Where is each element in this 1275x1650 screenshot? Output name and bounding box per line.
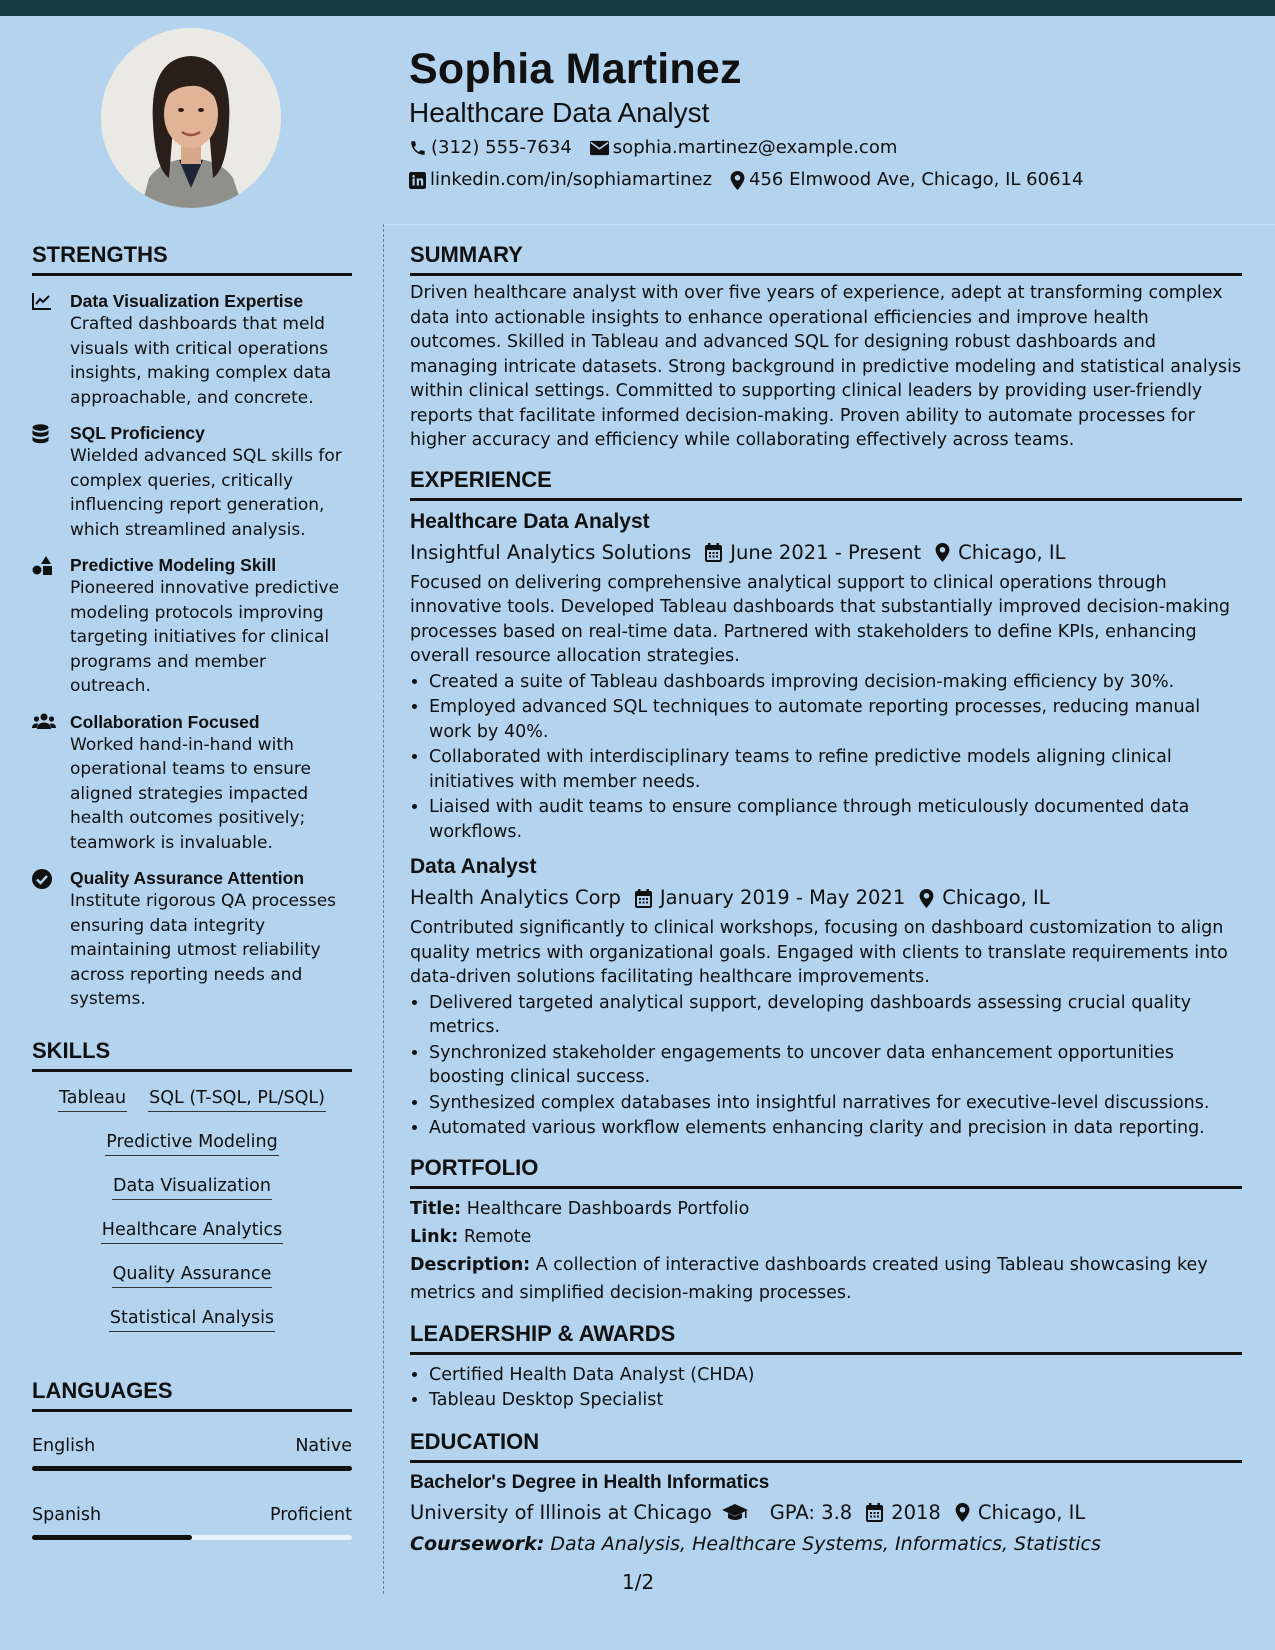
strength-title: Data Visualization Expertise [70, 291, 304, 311]
languages-heading: LANGUAGES [32, 1376, 352, 1412]
job-description: Focused on delivering comprehensive analytical support to clinical operations through innovative tools. Developed Tableau dashboards that substantially improved decision-making processes based on real-time data. Partnered with stakeholders to define KPIs, enhancing overall resource allocation strategies. [410, 572, 1231, 666]
portfolio-link-label: Link: [410, 1226, 459, 1247]
job-description: Contributed significantly to clinical workshops, focusing on dashboard customization to align quality metrics with organizational goals. Engaged with clients to translate requirements into data-driven solutions facilitating healthcare improvements. [410, 918, 1228, 987]
gpa: GPA: 3.8 [769, 1500, 853, 1524]
skill-tag: SQL (T-SQL, PL/SQL) [148, 1086, 326, 1112]
strength-title: Quality Assurance Attention [70, 868, 305, 888]
strength-item [32, 554, 352, 699]
chart-line-icon [32, 292, 52, 310]
job-bullet: • Liaised with audit teams to ensure compliance through meticulously documented data workflows. [429, 795, 1242, 844]
award-item: • Tableau Desktop Specialist [429, 1388, 1242, 1413]
map-pin-icon [919, 889, 934, 908]
school-location [955, 1497, 1085, 1529]
strength-desc: Pioneered innovative predictive modeling protocols improving targeting initiatives for clinical programs and member outreach. [70, 578, 340, 696]
job-company: Health Analytics Corp [410, 886, 621, 909]
shapes-icon [32, 556, 53, 576]
contact-row-1 [409, 132, 1249, 164]
job-meta [410, 537, 1242, 569]
job-dates-text: June 2021 - Present [730, 540, 922, 564]
strength-item [32, 422, 352, 542]
job-dates [635, 882, 905, 914]
portfolio-title: Healthcare Dashboards Portfolio [466, 1198, 750, 1219]
page-number: 1/2 [622, 1570, 655, 1594]
graduation-year-text: 2018 [891, 1500, 941, 1524]
education-meta [410, 1497, 1242, 1529]
job-dates [705, 537, 921, 569]
candidate-name: Sophia Martinez [409, 45, 742, 93]
language-item [32, 1434, 352, 1471]
skill-tag: Healthcare Analytics [101, 1218, 283, 1244]
graduation-year [866, 1497, 941, 1529]
portfolio-link[interactable]: Remote [463, 1226, 532, 1247]
job-location [919, 882, 1049, 914]
resume-header [409, 40, 1249, 196]
language-level: Native [295, 1435, 352, 1456]
language-proficiency-bar [32, 1535, 352, 1540]
language-name: Spanish [32, 1504, 102, 1525]
skills-heading: SKILLS [32, 1036, 352, 1072]
job-meta [410, 882, 1242, 914]
email-contact[interactable] [590, 132, 898, 164]
job-bullet: • Delivered targeted analytical support, developing dashboards assessing crucial quality metrics. [429, 991, 1242, 1040]
skill-tag: Quality Assurance [112, 1262, 273, 1288]
job-bullets [410, 991, 1242, 1141]
portfolio-title-line [410, 1195, 1242, 1223]
language-name: English [32, 1435, 96, 1456]
address-text: 456 Elmwood Ave, Chicago, IL 60614 [749, 169, 1084, 190]
map-pin-icon [955, 1503, 970, 1522]
map-pin-icon [935, 543, 950, 562]
portfolio-block [410, 1195, 1242, 1307]
job-bullets [410, 670, 1242, 845]
coursework-line [410, 1529, 1242, 1559]
language-level: Proficient [270, 1504, 352, 1525]
strength-desc: Worked hand-in-hand with operational teams to ensure aligned strategies impacted health outcomes positively; teamwork is invaluable. [70, 734, 311, 853]
strength-item [32, 711, 352, 856]
language-proficiency-bar [32, 1466, 352, 1471]
strength-desc: Institute rigorous QA processes ensuring data integrity maintaining utmost reliability across reporting needs and systems. [70, 891, 337, 1009]
contact-row-2 [409, 164, 1249, 196]
job-bullet: • Synthesized complex databases into insightful narratives for executive-level discussions. [429, 1091, 1242, 1116]
job-title: Healthcare Data Analyst [410, 509, 650, 533]
school-name [410, 1497, 756, 1529]
profile-photo [101, 28, 281, 208]
phone-icon [409, 139, 427, 157]
linkedin-icon [409, 172, 426, 189]
job-company: Insightful Analytics Solutions [410, 540, 692, 564]
strength-title: Collaboration Focused [70, 711, 260, 732]
experience-heading: EXPERIENCE [410, 465, 1242, 501]
strength-title: SQL Proficiency [70, 423, 205, 443]
language-proficiency-fill [32, 1535, 192, 1540]
candidate-title: Healthcare Data Analyst [409, 97, 710, 128]
job-bullet: • Synchronized stakeholder engagements to uncover data enhancement opportunities boosting clinical success. [429, 1041, 1242, 1090]
job-dates-text: January 2019 - May 2021 [659, 886, 906, 909]
skill-tag: Tableau [58, 1086, 127, 1112]
skill-tag: Data Visualization [112, 1174, 272, 1200]
summary-heading: SUMMARY [410, 240, 1242, 276]
award-item: • Certified Health Data Analyst (CHDA) [429, 1363, 1242, 1388]
linkedin-text: linkedin.com/in/sophiamartinez [430, 169, 713, 190]
envelope-icon [590, 140, 609, 156]
school-name-text: University of Illinois at Chicago [410, 1500, 712, 1524]
awards-list [410, 1363, 1242, 1413]
users-icon [32, 713, 56, 730]
coursework-label: Coursework: [410, 1532, 545, 1555]
phone-contact[interactable] [409, 132, 572, 164]
job-location [935, 537, 1065, 569]
calendar-icon [866, 1503, 883, 1522]
school-location-text: Chicago, IL [977, 1500, 1086, 1524]
portfolio-desc-label: Description: [410, 1254, 531, 1275]
map-pin-icon [730, 171, 745, 190]
job-bullet: • Automated various workflow elements enhancing clarity and precision in data reporting. [429, 1116, 1242, 1141]
portfolio-link-line [410, 1223, 1242, 1251]
education-heading: EDUCATION [410, 1427, 1242, 1463]
strength-title: Predictive Modeling Skill [70, 555, 277, 575]
graduation-cap-icon [722, 1504, 748, 1522]
calendar-icon [635, 889, 652, 908]
coursework-text: Data Analysis, Healthcare Systems, Informatics, Statistics [550, 1532, 1101, 1555]
address-contact [730, 164, 1083, 196]
left-column [32, 240, 352, 1540]
job-entry [410, 507, 1242, 845]
skill-tag: Statistical Analysis [109, 1306, 275, 1332]
language-item [32, 1503, 352, 1540]
job-location-text: Chicago, IL [958, 540, 1066, 564]
calendar-icon [705, 543, 722, 562]
awards-heading: LEADERSHIP & AWARDS [410, 1319, 1242, 1355]
strength-item [32, 290, 352, 410]
job-entry [410, 852, 1242, 1141]
job-location-text: Chicago, IL [942, 886, 1050, 909]
portfolio-title-label: Title: [410, 1198, 462, 1219]
degree-title: Bachelor's Degree in Health Informatics [410, 1471, 770, 1493]
language-proficiency-fill [32, 1466, 352, 1471]
job-bullet: • Created a suite of Tableau dashboards improving decision-making efficiency by 30%. [429, 670, 1242, 695]
strength-desc: Wielded advanced SQL skills for complex queries, critically influencing report generation, which streamlined analysis. [70, 446, 342, 540]
strength-item [32, 867, 352, 1012]
strengths-heading: STRENGTHS [32, 240, 352, 276]
skills-list [32, 1086, 352, 1332]
linkedin-contact[interactable] [409, 164, 712, 196]
right-column [410, 240, 1242, 1559]
check-circle-icon [32, 869, 52, 889]
strength-desc: Crafted dashboards that meld visuals with critical operations insights, making complex data approachable, and concrete. [70, 314, 332, 408]
summary-text: Driven healthcare analyst with over five years of experience, adept at transforming complex data into actionable insights to enhance operational efficiencies and improve health outcomes. Skilled in Tableau and advanced SQL for designing robust dashboards and managing intricate datasets. Strong background in predictive modeling and statistical analysis within clinical settings. Committed to supporting clinical leaders by providing user-friendly reports that facilitate informed decision-making. Proven ability to automate processes for higher accuracy and efficiency while collaborating effectively across teams. [410, 283, 1242, 450]
header-divider [383, 224, 1275, 225]
top-accent-bar [0, 0, 1275, 16]
skill-tag: Predictive Modeling [105, 1130, 278, 1156]
portfolio-heading: PORTFOLIO [410, 1153, 1242, 1189]
phone-text: (312) 555-7634 [431, 137, 572, 158]
job-bullet: • Collaborated with interdisciplinary teams to refine predictive models aligning clinical initiatives with member needs. [429, 745, 1242, 794]
database-icon [32, 424, 49, 444]
job-title: Data Analyst [410, 855, 537, 878]
portfolio-desc: A collection of interactive dashboards created using Tableau showcasing key metrics and simplified decision-making processes. [410, 1254, 1208, 1303]
email-text: sophia.martinez@example.com [612, 137, 898, 158]
portfolio-desc-line [410, 1251, 1242, 1307]
column-divider [383, 224, 384, 1594]
job-bullet: • Employed advanced SQL techniques to automate reporting processes, reducing manual work by 40%. [429, 695, 1242, 744]
